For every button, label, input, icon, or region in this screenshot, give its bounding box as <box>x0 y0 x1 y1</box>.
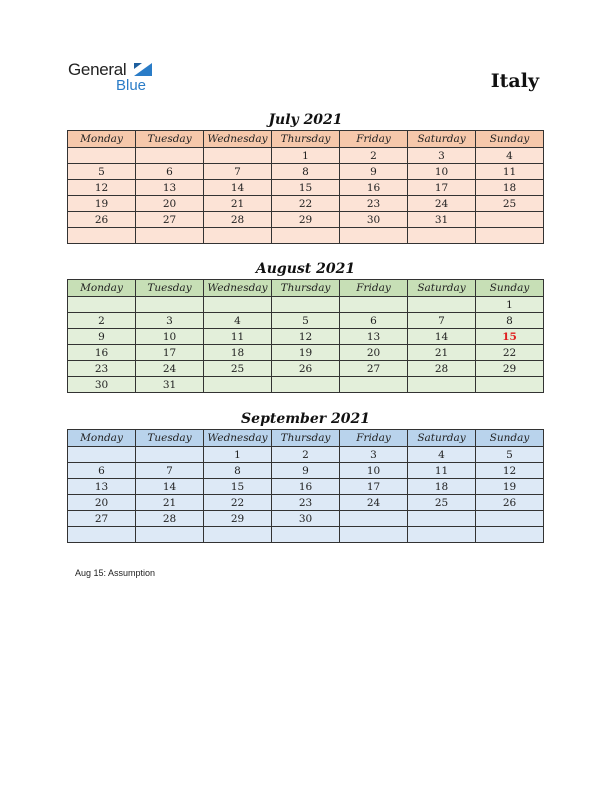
day-cell: 25 <box>408 495 476 511</box>
month-title: July 2021 <box>268 112 343 128</box>
day-cell <box>136 228 204 244</box>
weekday-header: Monday <box>68 430 136 447</box>
generalblue-logo <box>68 60 168 98</box>
week-row <box>68 148 544 164</box>
day-cell <box>272 228 340 244</box>
weekday-header: Thursday <box>272 280 340 297</box>
day-cell: 14 <box>204 180 272 196</box>
day-cell: 13 <box>340 329 408 345</box>
month-title: September 2021 <box>241 411 370 427</box>
day-cell: 18 <box>204 345 272 361</box>
day-cell: 19 <box>272 345 340 361</box>
holiday-day-cell: 15 <box>476 329 544 345</box>
day-cell <box>204 297 272 313</box>
day-cell: 9 <box>68 329 136 345</box>
day-cell: 14 <box>136 479 204 495</box>
day-cell: 7 <box>136 463 204 479</box>
week-row <box>68 463 544 479</box>
week-row <box>68 527 544 543</box>
day-cell: 6 <box>136 164 204 180</box>
day-cell: 10 <box>340 463 408 479</box>
day-cell: 3 <box>340 447 408 463</box>
day-cell <box>204 527 272 543</box>
day-cell: 2 <box>68 313 136 329</box>
day-cell: 1 <box>476 297 544 313</box>
logo-text-general: General <box>68 60 127 79</box>
week-row <box>68 495 544 511</box>
day-cell: 16 <box>272 479 340 495</box>
day-cell <box>272 297 340 313</box>
weekday-header-row <box>68 430 544 447</box>
day-cell <box>340 228 408 244</box>
day-cell <box>476 228 544 244</box>
day-cell: 9 <box>272 463 340 479</box>
day-cell: 2 <box>340 148 408 164</box>
day-cell <box>408 297 476 313</box>
day-cell <box>204 228 272 244</box>
day-cell: 30 <box>68 377 136 393</box>
day-cell: 5 <box>476 447 544 463</box>
day-cell: 28 <box>136 511 204 527</box>
day-cell: 4 <box>476 148 544 164</box>
month-july <box>67 111 544 244</box>
logo-triangle-shade-icon <box>134 63 142 69</box>
day-cell <box>68 527 136 543</box>
week-row <box>68 345 544 361</box>
day-cell: 13 <box>68 479 136 495</box>
day-cell: 19 <box>476 479 544 495</box>
calendar-table <box>67 429 544 543</box>
day-cell <box>136 447 204 463</box>
day-cell: 22 <box>272 196 340 212</box>
day-cell: 20 <box>68 495 136 511</box>
day-cell: 15 <box>272 180 340 196</box>
week-row <box>68 164 544 180</box>
day-cell: 10 <box>408 164 476 180</box>
day-cell: 20 <box>340 345 408 361</box>
week-row <box>68 313 544 329</box>
day-cell <box>340 377 408 393</box>
day-cell: 9 <box>340 164 408 180</box>
day-cell: 24 <box>408 196 476 212</box>
weekday-header: Saturday <box>408 131 476 148</box>
day-cell: 4 <box>204 313 272 329</box>
day-cell: 4 <box>408 447 476 463</box>
day-cell: 17 <box>340 479 408 495</box>
day-cell: 30 <box>272 511 340 527</box>
day-cell: 28 <box>204 212 272 228</box>
day-cell <box>136 148 204 164</box>
day-cell <box>68 228 136 244</box>
day-cell: 10 <box>136 329 204 345</box>
day-cell: 23 <box>340 196 408 212</box>
month-august <box>67 260 544 393</box>
weekday-header: Wednesday <box>204 131 272 148</box>
weekday-header: Sunday <box>476 430 544 447</box>
calendar-table <box>67 279 544 393</box>
day-cell: 6 <box>68 463 136 479</box>
day-cell: 23 <box>68 361 136 377</box>
day-cell: 25 <box>204 361 272 377</box>
weekday-header: Wednesday <box>204 430 272 447</box>
week-row <box>68 297 544 313</box>
day-cell: 19 <box>68 196 136 212</box>
day-cell: 22 <box>476 345 544 361</box>
day-cell: 21 <box>408 345 476 361</box>
week-row <box>68 196 544 212</box>
day-cell: 16 <box>340 180 408 196</box>
day-cell: 27 <box>340 361 408 377</box>
logo-text-blue: Blue <box>116 77 147 94</box>
day-cell <box>340 297 408 313</box>
day-cell: 21 <box>204 196 272 212</box>
weekday-header: Sunday <box>476 131 544 148</box>
day-cell <box>408 228 476 244</box>
day-cell <box>68 148 136 164</box>
day-cell: 11 <box>408 463 476 479</box>
weekday-header: Tuesday <box>136 280 204 297</box>
weekday-header-row <box>68 280 544 297</box>
week-row <box>68 479 544 495</box>
day-cell: 31 <box>408 212 476 228</box>
day-cell: 3 <box>408 148 476 164</box>
day-cell: 15 <box>204 479 272 495</box>
week-row <box>68 180 544 196</box>
weekday-header: Sunday <box>476 280 544 297</box>
week-row <box>68 447 544 463</box>
day-cell: 2 <box>272 447 340 463</box>
day-cell: 20 <box>136 196 204 212</box>
day-cell: 27 <box>136 212 204 228</box>
day-cell: 12 <box>272 329 340 345</box>
day-cell: 26 <box>272 361 340 377</box>
week-row <box>68 361 544 377</box>
weekday-header: Saturday <box>408 430 476 447</box>
day-cell: 7 <box>204 164 272 180</box>
day-cell: 21 <box>136 495 204 511</box>
day-cell <box>204 148 272 164</box>
day-cell: 14 <box>408 329 476 345</box>
weekday-header: Thursday <box>272 131 340 148</box>
day-cell: 11 <box>204 329 272 345</box>
day-cell <box>204 377 272 393</box>
day-cell <box>340 511 408 527</box>
day-cell: 17 <box>136 345 204 361</box>
day-cell: 31 <box>136 377 204 393</box>
day-cell: 5 <box>272 313 340 329</box>
day-cell: 27 <box>68 511 136 527</box>
country-title: Italy <box>490 70 539 92</box>
day-cell: 11 <box>476 164 544 180</box>
day-cell: 26 <box>476 495 544 511</box>
day-cell <box>272 377 340 393</box>
weekday-header: Thursday <box>272 430 340 447</box>
day-cell: 24 <box>340 495 408 511</box>
weekday-header: Saturday <box>408 280 476 297</box>
week-row <box>68 511 544 527</box>
day-cell: 29 <box>272 212 340 228</box>
day-cell: 8 <box>272 164 340 180</box>
day-cell <box>408 377 476 393</box>
weekday-header: Monday <box>68 280 136 297</box>
month-title: August 2021 <box>255 261 356 277</box>
day-cell <box>476 527 544 543</box>
day-cell: 13 <box>136 180 204 196</box>
weekday-header: Friday <box>340 430 408 447</box>
calendar-table <box>67 130 544 244</box>
week-row <box>68 228 544 244</box>
day-cell <box>136 297 204 313</box>
day-cell: 22 <box>204 495 272 511</box>
day-cell <box>476 377 544 393</box>
day-cell <box>136 527 204 543</box>
day-cell <box>340 527 408 543</box>
month-september <box>67 410 544 543</box>
weekday-header: Tuesday <box>136 430 204 447</box>
day-cell <box>68 297 136 313</box>
day-cell: 12 <box>68 180 136 196</box>
day-cell: 24 <box>136 361 204 377</box>
day-cell: 17 <box>408 180 476 196</box>
week-row <box>68 329 544 345</box>
day-cell <box>68 447 136 463</box>
day-cell: 1 <box>272 148 340 164</box>
day-cell: 30 <box>340 212 408 228</box>
weekday-header-row <box>68 131 544 148</box>
weekday-header: Friday <box>340 280 408 297</box>
day-cell: 23 <box>272 495 340 511</box>
day-cell: 3 <box>136 313 204 329</box>
week-row <box>68 377 544 393</box>
weekday-header: Wednesday <box>204 280 272 297</box>
weekday-header: Monday <box>68 131 136 148</box>
day-cell <box>408 511 476 527</box>
day-cell <box>476 511 544 527</box>
day-cell: 8 <box>476 313 544 329</box>
weekday-header: Tuesday <box>136 131 204 148</box>
day-cell <box>272 527 340 543</box>
day-cell: 12 <box>476 463 544 479</box>
day-cell: 25 <box>476 196 544 212</box>
day-cell: 7 <box>408 313 476 329</box>
day-cell <box>408 527 476 543</box>
day-cell: 26 <box>68 212 136 228</box>
day-cell: 29 <box>476 361 544 377</box>
day-cell: 29 <box>204 511 272 527</box>
day-cell: 8 <box>204 463 272 479</box>
week-row <box>68 212 544 228</box>
day-cell: 1 <box>204 447 272 463</box>
holiday-note: Aug 15: Assumption <box>75 568 156 578</box>
day-cell: 18 <box>408 479 476 495</box>
day-cell: 16 <box>68 345 136 361</box>
weekday-header: Friday <box>340 131 408 148</box>
day-cell: 6 <box>340 313 408 329</box>
day-cell: 18 <box>476 180 544 196</box>
day-cell: 28 <box>408 361 476 377</box>
day-cell: 5 <box>68 164 136 180</box>
day-cell <box>476 212 544 228</box>
